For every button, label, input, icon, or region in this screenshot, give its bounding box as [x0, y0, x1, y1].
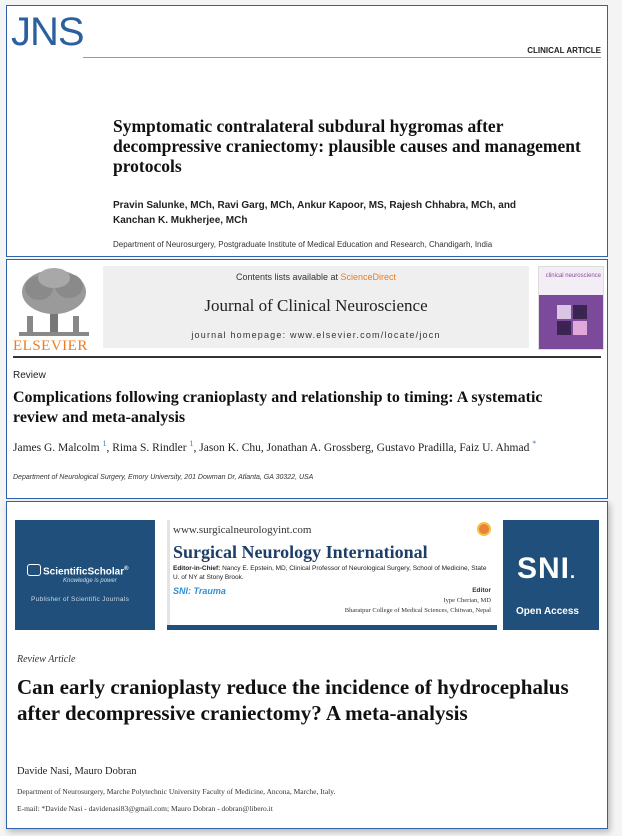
header-rule [13, 356, 601, 358]
jns-logo: JNS [11, 10, 84, 54]
author: James G. Malcolm [13, 441, 100, 454]
journal-url[interactable]: www.surgicalneurologyint.com [173, 524, 312, 536]
open-access-label: Open Access [516, 606, 579, 617]
elsevier-wordmark: ELSEVIER [13, 338, 88, 354]
article-title: Symptomatic contralateral subdural hygromas after decompressive craniectomy: plausible causes and management protocols [113, 116, 581, 176]
header-rule [83, 57, 601, 58]
jns-article-header [6, 5, 608, 257]
article-type: Review [13, 370, 46, 381]
affiliation: Department of Neurosurgery, Marche Polytechnic University Faculty of Medicine, Ancona, Marche, Italy. [17, 787, 336, 796]
author-list: James G. Malcolm $^1$, Rima S. Rindler $^1$, Jason K. Chu, Jonathan A. Grossberg, Gustavo Pradilla, Faiz U. Ahmad * [13, 439, 537, 454]
contents-line [103, 272, 529, 282]
scholar-emblem-icon [27, 564, 41, 576]
author-list: Pravin Salunke, MCh, Ravi Garg, MCh, Ankur Kapoor, MS, Rajesh Chhabra, MCh, and Kanchan K. Mukherjee, MCh [113, 200, 517, 226]
article-title: Can early cranioplasty reduce the incidence of hydrocephalus after decompressive craniectomy? A meta-analysis [17, 675, 569, 725]
sni-logo: SNI. [517, 552, 577, 585]
scientificscholar-logo-box [15, 520, 155, 630]
affiliation: Department of Neurosurgery, Postgraduate Institute of Medical Education and Research, Chandigarh, India [113, 240, 493, 249]
journal-section: SNI: Trauma [173, 586, 226, 596]
elsevier-article-header [6, 259, 608, 499]
editor-in-chief: Editor-in-Chief: Nancy E. Epstein, MD, Clinical Professor of Neurological Surgery, School of Medicine, State U. of NY at Stony Brook. [173, 565, 487, 581]
author: Jonathan A. Grossberg [266, 441, 371, 454]
journal-name: Surgical Neurology International [173, 542, 428, 562]
sni-article-header [6, 501, 608, 829]
cover-title: clinical neuroscience [545, 273, 601, 279]
journal-homepage[interactable]: journal homepage: www.elsevier.com/locate/jocn [191, 330, 441, 340]
article-title: Complications following cranioplasty and relationship to timing: A systematic review and meta-analysis [13, 389, 543, 426]
journal-badge-icon [477, 522, 491, 536]
journal-cover [538, 266, 604, 350]
journal-name: Journal of Clinical Neuroscience [204, 296, 428, 315]
journal-banner [103, 266, 529, 348]
author-affil-mark: 1 [102, 439, 107, 448]
cover-art [539, 295, 603, 349]
sni-open-access-box [503, 520, 599, 630]
author: Rima S. Rindler [112, 441, 187, 454]
publisher-tagline: Knowledge is power [63, 578, 117, 584]
contents-prefix: Contents lists available at [235, 272, 341, 282]
article-type: Review Article [17, 654, 76, 665]
author: Jason K. Chu [199, 441, 261, 454]
author-emails: E-mail: *Davide Nasi - davidenasi83@gmail.com; Mauro Dobran - dobran@libero.it [17, 804, 273, 813]
article-category: CLINICAL ARTICLE [527, 46, 601, 55]
affiliation: Department of Neurological Surgery, Emory University, 201 Dowman Dr, Atlanta, GA 30322, USA [13, 474, 314, 481]
publisher-name: ScientificScholar® [43, 566, 129, 578]
publisher-subtitle: Publisher of Scientific Journals [31, 596, 130, 603]
author-affil-mark: 1 [189, 439, 194, 448]
section-editor: Editor Iype Cherian, MD Bharatpur College of Medical Sciences, Chitwan, Nepal [344, 587, 491, 614]
author: Gustavo Pradilla [376, 441, 454, 454]
author: Faiz U. Ahmad [459, 441, 530, 454]
corresponding-mark: * [532, 439, 537, 448]
sciencedirect-link[interactable]: ScienceDirect [340, 272, 397, 282]
author-list: Davide Nasi, Mauro Dobran [17, 766, 137, 777]
journal-banner [167, 520, 497, 630]
